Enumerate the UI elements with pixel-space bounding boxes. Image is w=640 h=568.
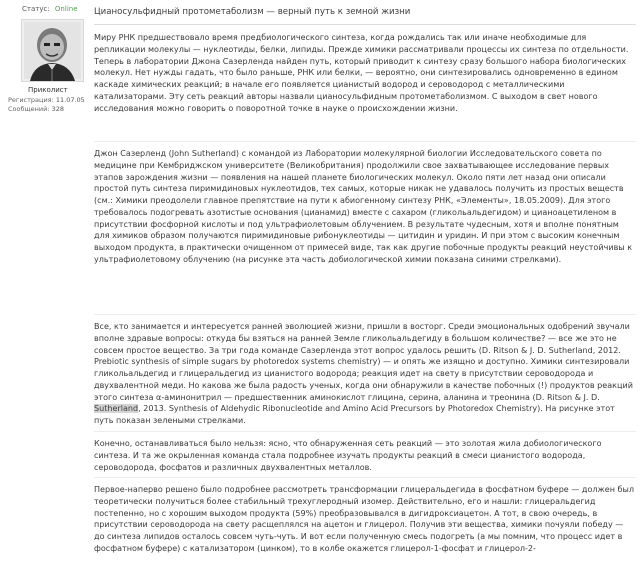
registration-value: 11.07.05	[55, 96, 85, 104]
paragraph-separator	[94, 431, 636, 432]
paragraph-separator	[94, 314, 636, 315]
avatar[interactable]	[21, 19, 84, 82]
user-panel	[0, 0, 86, 568]
status-value: Online	[54, 5, 78, 13]
paragraph-5: Первое-наперво решено было подробнее рассмотреть трансформации глицеральдегида в фосфатном буфере — должен был теоретически получиться более стабильный трехуглеродный изомер. Действительно, его и нашли: глицеральдегид постепенно, но с хорошим выходом продукта (59%) преобразовывался в дигидроксиацетон. А тот, в свою очередь, в присутствии сероводорода на свету расщеплялся на ацетон и глицерол. Получив эти вещества, химики почуяли победу — до синтеза липидов осталось совсем чуть-чуть. И вот если полученную смесь подогреть (а мы помним, что процесс идет в фосфатном буфере) с катализатором (цинком), то в колбе окажется глицерол-1-фосфат и глицерол-2-	[94, 485, 635, 553]
messages-label: Сообщений:	[8, 105, 50, 113]
status-label: Статус:	[22, 5, 50, 13]
paragraph-separator	[94, 141, 636, 142]
registration-label: Регистрация:	[8, 96, 54, 104]
search-highlight: Sutherland	[94, 404, 139, 414]
user-meta	[8, 96, 85, 114]
post-title: Цианосульфидный протометаболизм — верный путь к земной жизни	[94, 7, 411, 17]
avatar-picture	[22, 20, 83, 81]
messages-value: 328	[51, 105, 65, 113]
user-name[interactable]: Приколист	[28, 86, 68, 94]
title-divider	[94, 24, 636, 25]
post-body	[94, 0, 636, 553]
paragraph-1: Миру РНК предшествовало время предбиологического синтеза, когда рождались так или иначе необходимые для репликации молекулы — нуклеотиды, белки, липиды. Прежде химики рассматривали процессы их синтеза по отдельности. Теперь в лаборатории Джона Сазерленда найден путь, который приводит к синтезу сразу большого набора биологических молекул. Нет нужды гадать, что было раньше, РНК или белки, — вероятно, они синтезировались одновременно в едином каскаде химических реакций; в начале его появляется цианистый водород и сероводород с металлическими катализаторами. Эту сеть реакций авторы назвали цианосульфидным протометаболизмом. С выходом в свет нового исследования можно говорить о поворотной точке в науке о происхождении жизни.	[94, 33, 629, 113]
registration-row	[8, 96, 85, 105]
paragraph-3: Все, кто занимается и интересуется ранней эволюцией жизни, пришли в восторг. Среди эмоциональных одобрений звучали вполне здравые вопросы: откуда бы взяться на ранней Земле гликольальдегиду в большом количестве? — все же это не совсем простое вещество. За три года команде Сазерленда этот вопрос удалось решить (D. Ritson & J. D. Sutherland, 2012. Prebiotic synthesis of simple sugars by photoredox systems chemistry) — и опять же изящно и доступно. Химики синтезировали гликольальдегид и глицеральдегид из цианистого водорода; реакция идет на свету в присутствии сероводорода и двухвалентной меди. Но какова же была радость ученых, когда они обнаружили в качестве побочных (!) продуктов реакций этого синтеза α-аминонитрил — предшественник аминокислот глицина, серина, аланина и треонина (D. Ritson & J. D. Sutherland, 2013. Synthesis of Aldehydic Ribonucleotide and Amino Acid Precursors by Photoredox Chemistry). На рисунке этот путь показан зелеными стрелками.	[94, 322, 633, 425]
messages-row	[8, 105, 85, 114]
user-status	[22, 5, 78, 13]
paragraph-4: Конечно, останавливаться было нельзя: ясно, что обнаруженная сеть реакций — это золотая жила добиологического синтеза. И та же окрыленная команда стала подробнее изучать продукты реакций в смеси цианистого водорода, сероводорода, фосфатов и различных двухвалентных металлов.	[94, 439, 602, 472]
paragraph-2: Джон Сазерленд (John Sutherland) с командой из Лаборатории молекулярной биологии Исследовательского совета по медицине при Кембриджском университете (Великобритания) продолжили свое захватывающее исследование первых этапов зарождения жизни — появления на нашей планете биологических молекул. Около пяти лет назад они описали простой путь синтеза пиримидиновых нуклеотидов, тех самых, которые никак не удавалось получить из простых веществ (см.: Химики преодолели главное препятствие на пути к абиогенному синтезу РНК, «Элементы», 18.05.2009). Для этого требовалось подогревать азотистые основания (цианамид) вместе с сахаром (гликольальдегидом) и цианоацетиленом в присутствии фосфорной кислоты и под ультрафиолетовым облучением. В результате чудесным, хотя и вполне понятным для химиков образом получаются пиримидиновые рибонуклеотиды — цитидин и уридин. И при этом с высоким конечным выходом продукта, в практически очищенном от примесей виде, так как другие побочные продукты реакций неустойчивы к ультрафиолетовому облучению (на рисунке эта часть добиологической химии показана синими стрелками).	[94, 149, 633, 264]
paragraph-separator	[94, 477, 636, 478]
